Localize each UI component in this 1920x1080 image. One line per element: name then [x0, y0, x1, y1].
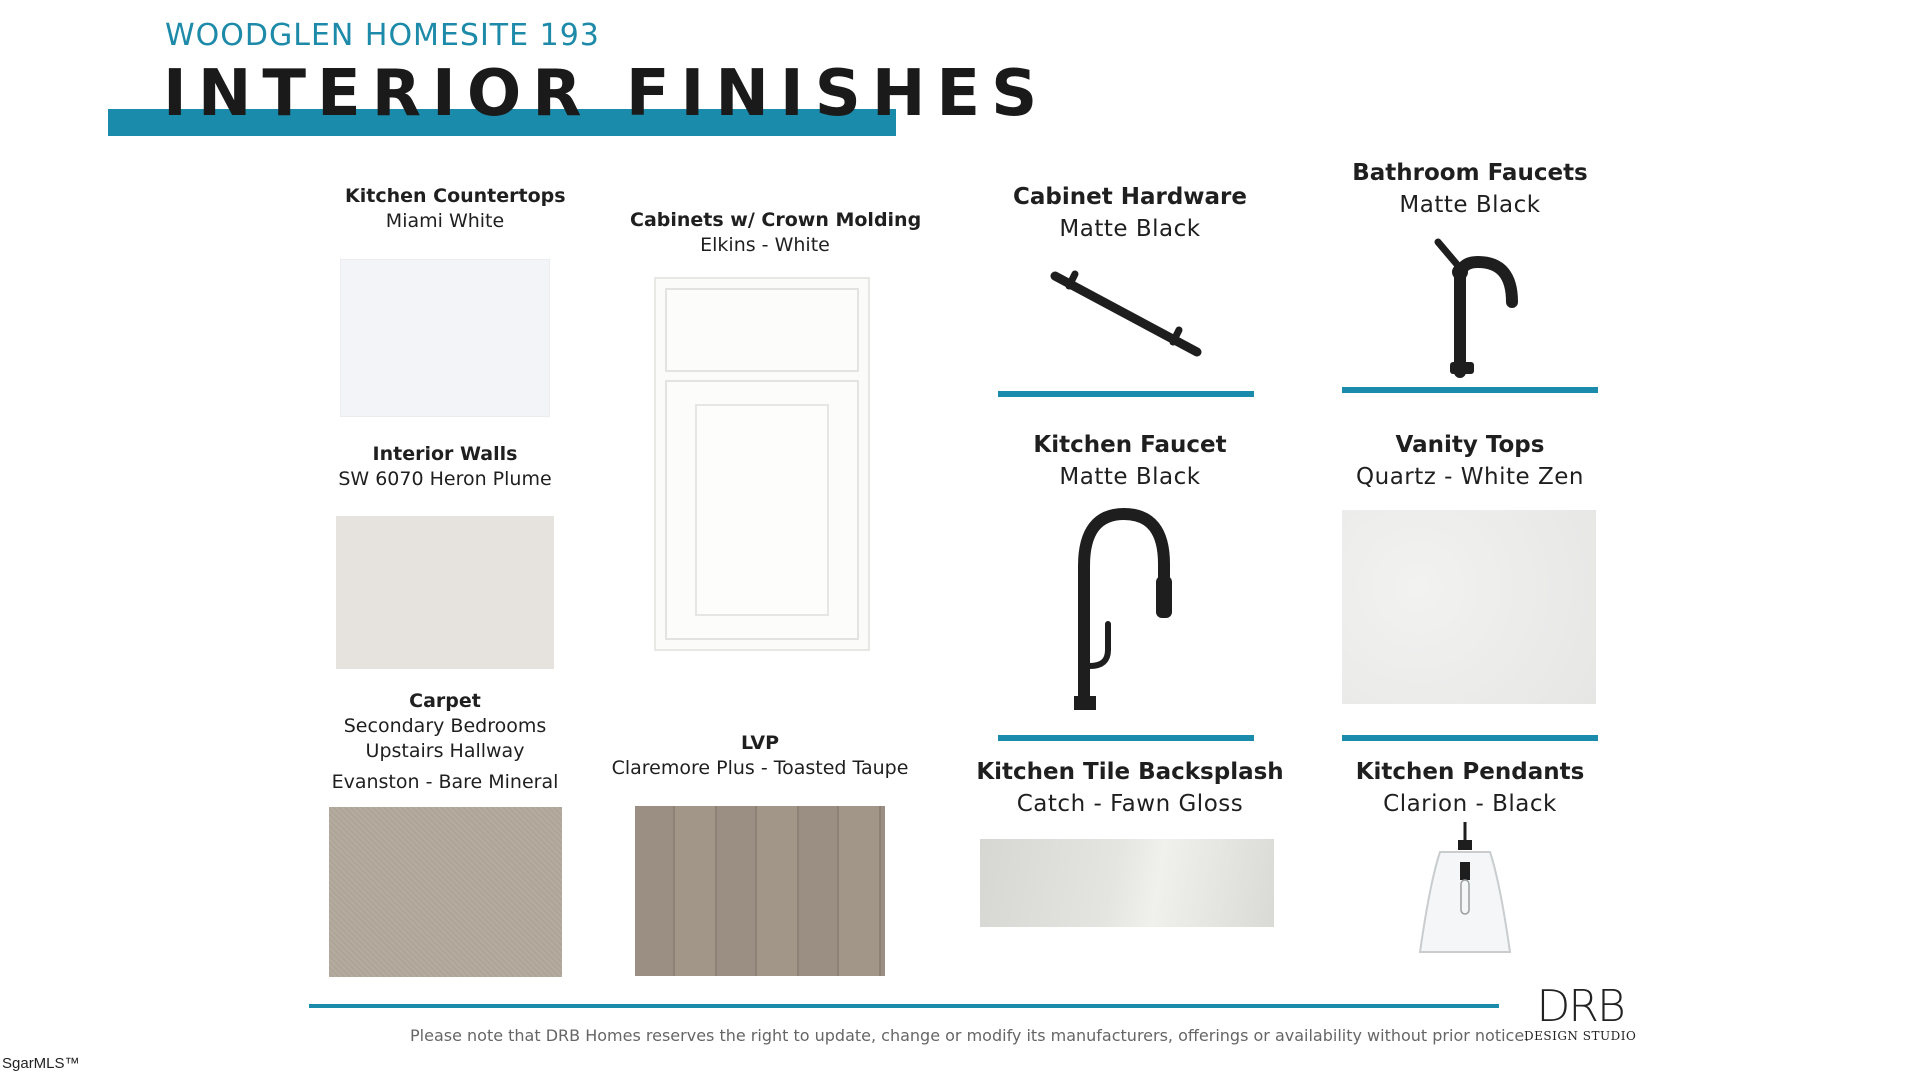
countertops-value: Miami White [385, 210, 505, 232]
hardware-divider [998, 391, 1254, 397]
bath-faucet-image [1420, 238, 1520, 378]
cabinets-label [630, 209, 922, 256]
bath-faucets-value: Matte Black [1399, 192, 1541, 218]
lvp-heading: LVP [740, 732, 780, 754]
carpet-heading: Carpet [409, 690, 481, 712]
bath-faucets-label [1320, 160, 1620, 218]
kitchen-faucet-heading: Kitchen Faucet [1033, 432, 1227, 458]
logo-subtitle: DESIGN STUDIO [1524, 1029, 1637, 1043]
pendant-image [1410, 822, 1520, 960]
hardware-heading: Cabinet Hardware [1012, 184, 1247, 210]
carpet-label [315, 690, 575, 793]
lvp-label [600, 732, 920, 779]
cabinets-heading: Cabinets w/ Crown Molding [630, 209, 922, 231]
vanity-heading: Vanity Tops [1395, 432, 1545, 458]
backsplash-value: Catch - Fawn Gloss [1016, 791, 1244, 817]
kitchen-faucet-label [980, 432, 1280, 490]
backsplash-heading: Kitchen Tile Backsplash [976, 759, 1284, 785]
lvp-value: Claremore Plus - Toasted Taupe [611, 757, 909, 779]
vanity-value: Quartz - White Zen [1356, 464, 1584, 490]
pendants-label [1320, 759, 1620, 817]
footer-divider [309, 1004, 1499, 1008]
pendants-value: Clarion - Black [1383, 791, 1557, 817]
backsplash-label [970, 759, 1290, 817]
disclaimer-text: Please note that DRB Homes reserves the right to update, change or modify its manufacturers, offerings or availability without prior notice. [410, 1026, 1530, 1045]
walls-swatch [336, 516, 554, 669]
walls-label [330, 443, 560, 490]
logo-mark: DRB [1536, 981, 1624, 1032]
carpet-value: Evanston - Bare Mineral [331, 771, 559, 793]
cabinet-door-image [654, 277, 870, 651]
kitchen-faucet-divider [998, 735, 1254, 741]
bath-faucets-divider [1342, 387, 1598, 393]
hardware-value: Matte Black [1059, 216, 1201, 242]
walls-heading: Interior Walls [372, 443, 518, 465]
homesite-subtitle: WOODGLEN HOMESITE 193 [165, 18, 600, 53]
backsplash-swatch [980, 839, 1274, 927]
carpet-line1: Secondary Bedrooms [343, 715, 547, 737]
vanity-label [1320, 432, 1620, 490]
countertops-label [345, 185, 566, 232]
lvp-swatch [635, 806, 885, 976]
kitchen-faucet-value: Matte Black [1059, 464, 1201, 490]
carpet-swatch [329, 807, 562, 977]
hardware-label [980, 184, 1280, 242]
walls-value: SW 6070 Heron Plume [338, 468, 552, 490]
vanity-divider [1342, 735, 1598, 741]
drb-design-studio-logo [1524, 981, 1637, 1043]
kitchen-faucet-image [1060, 506, 1200, 710]
countertops-swatch [340, 259, 550, 417]
cabinet-pull-image [1045, 262, 1205, 362]
carpet-line2: Upstairs Hallway [365, 740, 525, 762]
page-title: INTERIOR FINISHES [163, 57, 1049, 131]
mls-watermark: SgarMLS™ [2, 1055, 80, 1072]
bath-faucets-heading: Bathroom Faucets [1352, 160, 1588, 186]
vanity-swatch [1342, 510, 1596, 704]
countertops-heading: Kitchen Countertops [345, 185, 566, 207]
pendants-heading: Kitchen Pendants [1355, 759, 1585, 785]
cabinets-value: Elkins - White [700, 234, 830, 256]
